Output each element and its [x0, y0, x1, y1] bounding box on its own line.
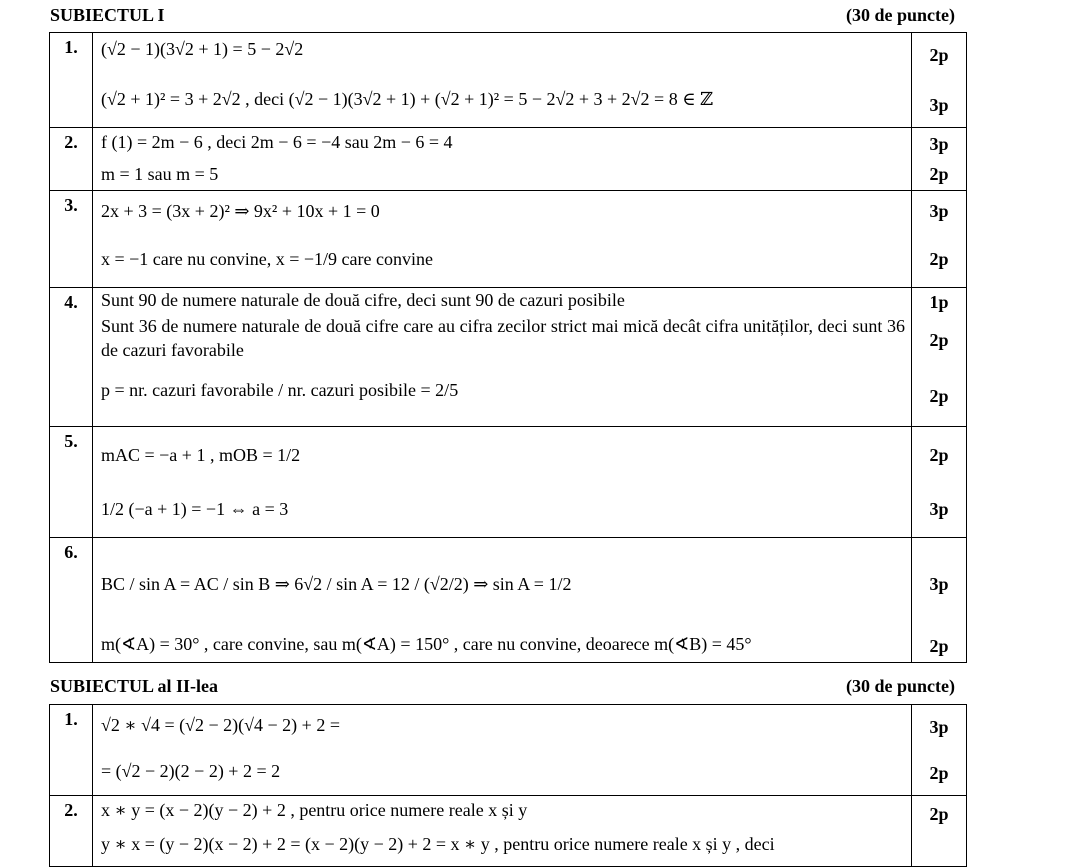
item-solution [93, 33, 912, 128]
solution-line: (√2 + 1)² = 3 + 2√2 , deci (√2 − 1)(3√2 + 1) + (√2 + 1)² = 5 − 2√2 + 3 + 2√2 = 8 ∈ ℤ [101, 89, 714, 109]
section-1-title: SUBIECTUL I [50, 5, 165, 25]
item-solution [93, 705, 912, 796]
points-label: 2p [929, 45, 949, 65]
points-label: 2p [929, 804, 949, 824]
table-row [50, 191, 967, 288]
item-solution [93, 427, 912, 538]
solution-line: Sunt 36 de numere naturale de două cifre care au cifra zecilor strict mai mică decât cifra unităților, deci sunt 36 de cazuri favorabile [101, 316, 905, 360]
section-1-points: (30 de puncte) [846, 5, 955, 25]
section-2-title: SUBIECTUL al II-lea [50, 676, 219, 696]
item-number: 2. [50, 128, 93, 191]
item-number: 2. [50, 796, 93, 867]
table-row [50, 538, 967, 663]
item-number: 3. [50, 191, 93, 288]
solution-line: 1/2 (−a + 1) = −1 ⇔ a = 3 [101, 499, 289, 519]
item-points [912, 796, 967, 867]
item-points [912, 288, 967, 427]
section-2-header [50, 674, 955, 698]
table-row [50, 796, 967, 867]
points-label: 3p [929, 201, 949, 221]
solution-line: y ∗ x = (y − 2)(x − 2) + 2 = (x − 2)(y − 2) + 2 = x ∗ y , pentru orice numere reale x și y , deci [101, 834, 775, 854]
solution-line: m(∢A) = 30° , care convine, sau m(∢A) = 150° , care nu convine, deoarece m(∢B) = 45° [101, 634, 752, 654]
item-points [912, 538, 967, 663]
points-label: 3p [929, 134, 949, 154]
solution-line: BC / sin A = AC / sin B ⇒ 6√2 / sin A = 12 / (√2/2) ⇒ sin A = 1/2 [101, 574, 572, 594]
solution-line: = (√2 − 2)(2 − 2) + 2 = 2 [101, 761, 281, 781]
table-row [50, 288, 967, 427]
item-solution [93, 128, 912, 191]
table-row [50, 33, 967, 128]
item-points [912, 33, 967, 128]
points-label: 2p [929, 330, 949, 350]
solution-line: Sunt 90 de numere naturale de două cifre, deci sunt 90 de cazuri posibile [101, 290, 625, 310]
item-points [912, 705, 967, 796]
item-number: 5. [50, 427, 93, 538]
item-points [912, 191, 967, 288]
table-row [50, 427, 967, 538]
section-1-header [50, 3, 955, 27]
section-1-table [49, 32, 967, 663]
item-number: 1. [50, 705, 93, 796]
table-row [50, 705, 967, 796]
item-solution [93, 796, 912, 867]
points-label: 2p [929, 763, 949, 783]
section-2-table [49, 704, 967, 867]
solution-line: p = nr. cazuri favorabile / nr. cazuri posibile = 2/5 [101, 380, 459, 400]
points-label: 2p [929, 386, 949, 406]
solution-line: mAC = −a + 1 , mOB = 1/2 [101, 445, 301, 465]
points-label: 3p [929, 499, 949, 519]
item-solution [93, 288, 912, 427]
section-2-points: (30 de puncte) [846, 676, 955, 696]
points-label: 1p [929, 292, 949, 312]
solution-line: 2x + 3 = (3x + 2)² ⇒ 9x² + 10x + 1 = 0 [101, 201, 380, 221]
item-solution [93, 538, 912, 663]
item-points [912, 427, 967, 538]
solution-line: f (1) = 2m − 6 , deci 2m − 6 = −4 sau 2m − 6 = 4 [101, 132, 453, 152]
table-row [50, 128, 967, 191]
points-label: 2p [929, 249, 949, 269]
item-number: 1. [50, 33, 93, 128]
solution-line: (√2 − 1)(3√2 + 1) = 5 − 2√2 [101, 39, 304, 59]
item-number: 4. [50, 288, 93, 427]
points-label: 3p [929, 574, 949, 594]
points-label: 2p [929, 636, 949, 656]
item-points [912, 128, 967, 191]
points-label: 2p [929, 445, 949, 465]
points-label: 3p [929, 95, 949, 115]
item-solution [93, 191, 912, 288]
solution-line: m = 1 sau m = 5 [101, 164, 219, 184]
points-label: 2p [929, 164, 949, 184]
points-label: 3p [929, 717, 949, 737]
solution-line: √2 ∗ √4 = (√2 − 2)(√4 − 2) + 2 = [101, 715, 340, 735]
solution-line: x ∗ y = (x − 2)(y − 2) + 2 , pentru orice numere reale x și y [101, 800, 528, 820]
solution-line: x = −1 care nu convine, x = −1/9 care convine [101, 249, 433, 269]
item-number: 6. [50, 538, 93, 663]
